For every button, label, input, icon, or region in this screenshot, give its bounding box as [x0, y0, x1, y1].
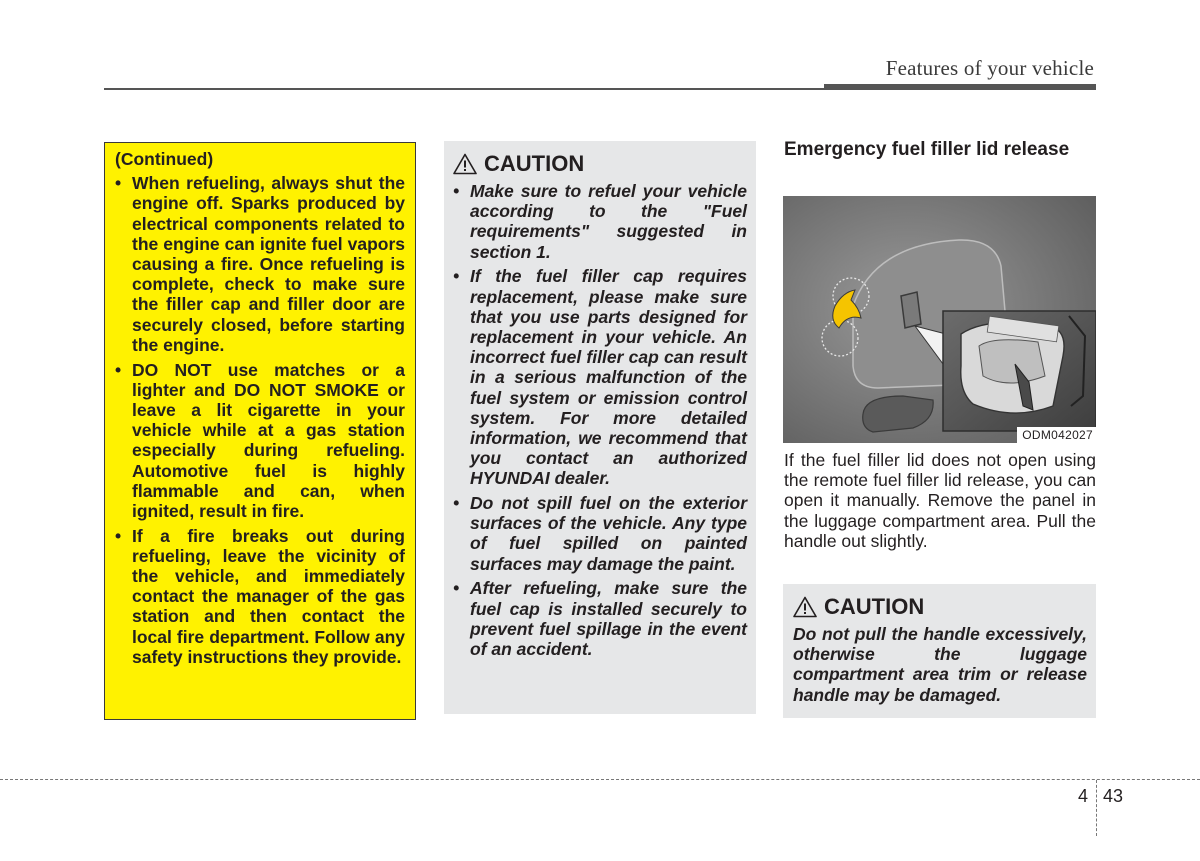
- caution-box-fuel: [444, 141, 756, 714]
- caution-title: CAUTION: [824, 594, 925, 619]
- bullet-icon: •: [453, 578, 460, 599]
- bullet-icon: •: [453, 266, 460, 287]
- warning-list: [115, 173, 405, 667]
- page-number: 43: [1103, 786, 1124, 806]
- body-paragraph: If the fuel filler lid does not open using the remote fuel filler lid release, you can open it manually. Remove the panel in the luggage compartment area. Pull the handle out slightly.: [784, 450, 1096, 551]
- continued-label: (Continued): [115, 149, 214, 169]
- section-heading: Emergency fuel filler lid release: [784, 139, 1070, 160]
- bullet-icon: •: [453, 493, 460, 514]
- caution-heading: [453, 151, 747, 177]
- footer-divider: [1096, 780, 1097, 836]
- bullet-icon: •: [115, 359, 122, 380]
- warning-item: • If a fire breaks out during refueling, leave the vicinity of the vehicle, and immediately contact the manager of the gas station and then contact the local fire department. Follow any safety instructions they provide.: [115, 525, 405, 667]
- warning-item: • DO NOT use matches or a lighter and DO NOT SMOKE or leave a lit cigarette in your vehicle while at a gas station especially during refueling. Automotive fuel is highly flammable and can, when ignited, result in fire.: [115, 359, 405, 521]
- header-rule-accent: [824, 84, 1096, 90]
- fuel-lid-illustration: [783, 196, 1096, 443]
- caution-title: CAUTION: [484, 151, 585, 176]
- page-header-title: Features of your vehicle: [885, 56, 1094, 80]
- caution-item: • After refueling, make sure the fuel cap is installed securely to prevent fuel spillage in the event of an accident.: [453, 578, 747, 659]
- bullet-icon: •: [115, 525, 122, 546]
- caution-list: [453, 181, 747, 659]
- warning-box: [104, 142, 416, 720]
- caution-text: Do not pull the handle excessively, otherwise the luggage compartment area trim or release handle may be damaged.: [793, 624, 1087, 705]
- bullet-icon: •: [115, 173, 122, 194]
- warning-item: • When refueling, always shut the engine off. Sparks produced by electrical components related to the engine can ignite fuel vapors causing a fire. Once refueling is complete, check to make sure the filler cap and filler door are securely closed, before starting the engine.: [115, 173, 405, 355]
- chapter-number: 4: [1078, 786, 1089, 806]
- bullet-icon: •: [453, 181, 460, 201]
- warning-triangle-icon: [793, 596, 817, 618]
- warning-triangle-icon: [453, 153, 477, 175]
- caution-heading: [793, 594, 1087, 620]
- caution-box-handle: [783, 584, 1096, 718]
- caution-item: • Do not spill fuel on the exterior surfaces of the vehicle. Any type of fuel spilled on painted surfaces may damage the paint.: [453, 493, 747, 574]
- header-rule: [104, 88, 824, 90]
- fuel-lid-figure: [783, 196, 1096, 443]
- caution-item: • If the fuel filler cap requires replacement, please make sure that you use parts designed for replacement in your vehicle. An incorrect fuel filler cap can result in a serious malfunction of the fuel system or emission control system. For more detailed information, we recommend that you contact an authorized HYUNDAI dealer.: [453, 266, 747, 489]
- caution-item: • Make sure to refuel your vehicle according to the "Fuel requirements" suggested in section 1.: [453, 181, 747, 262]
- footer-rule: [0, 779, 1200, 780]
- figure-code: ODM042027: [1017, 427, 1096, 443]
